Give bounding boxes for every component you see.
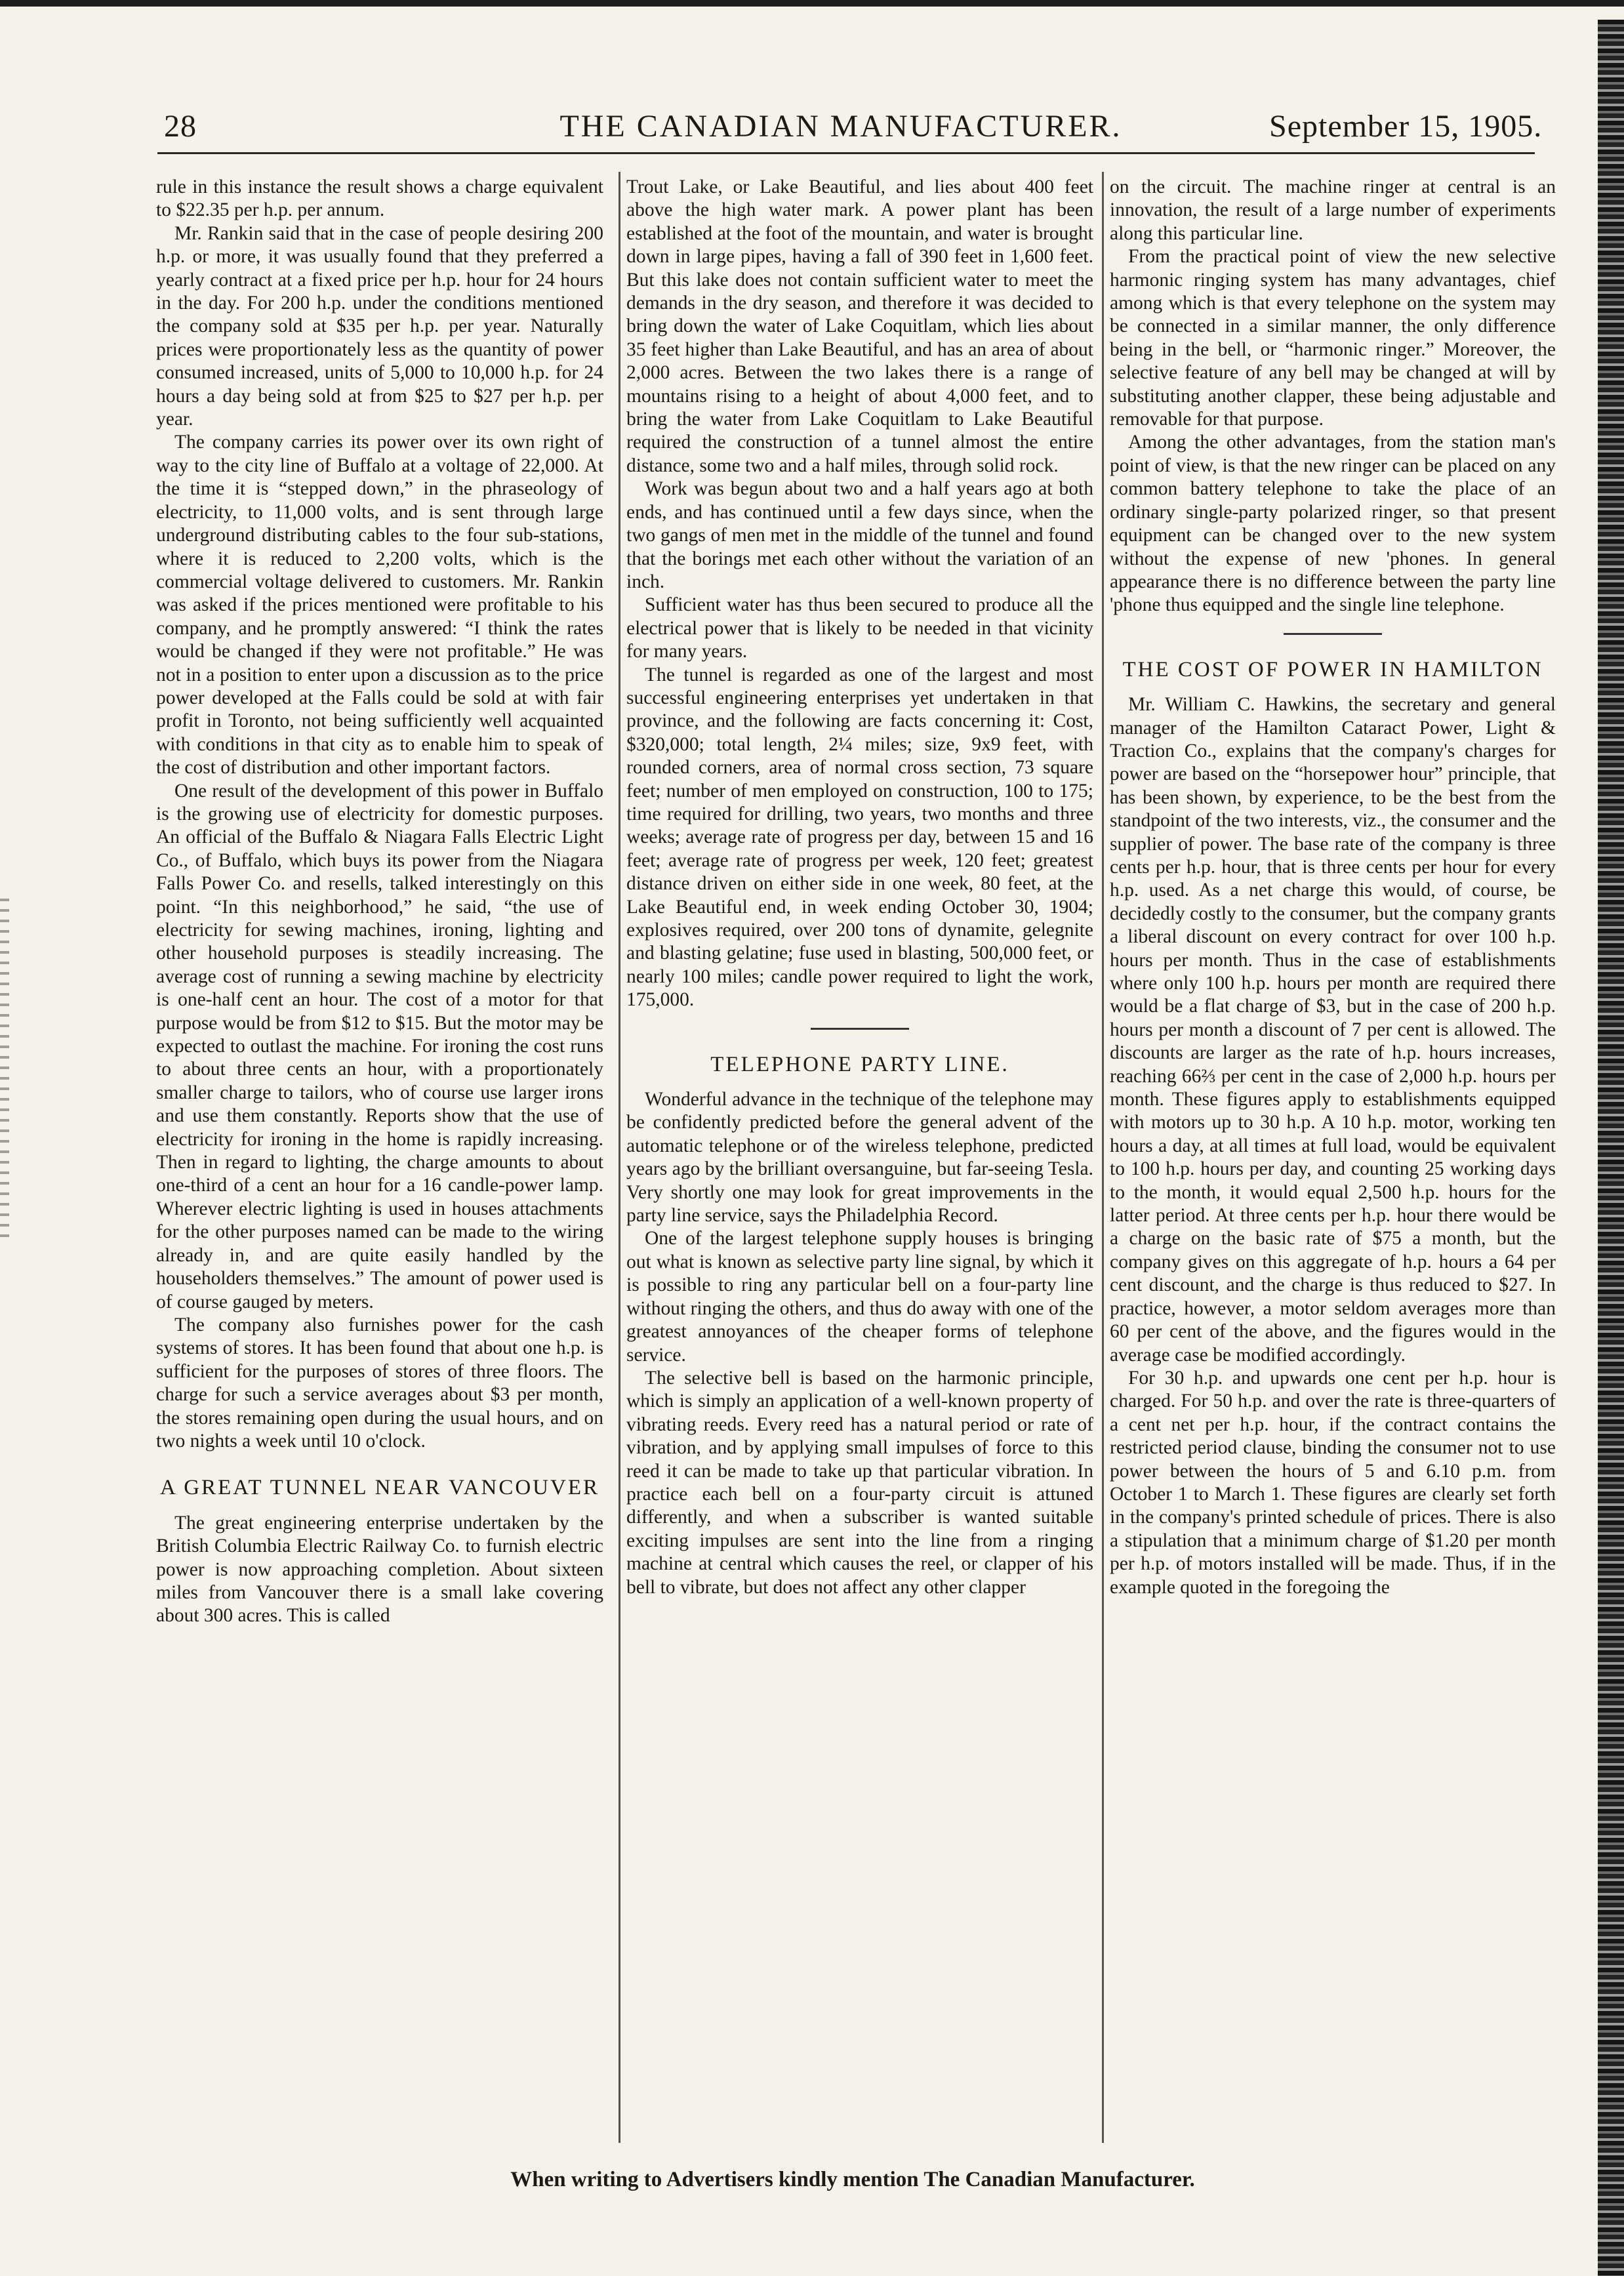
col2-paragraph: One of the largest telephone supply houses is bringing out what is known as selective party line signal, by which it is possible to ring any particular bell on a four-party line without ringing the others, and thus do away with one of the greatest annoyances of the cheaper forms of telephone service.: [626, 1228, 1093, 1366]
col2-paragraph: The tunnel is regarded as one of the largest and most successful engineering enterprises yet undertaken in that province, and the following are facts concerning it: Cost, $320,000; total length, 2¼ miles; size, 9x9 feet, with rounded corners, area of normal cross section, 73 square feet; number of men employed on construction, 100 to 175; time required for drilling, two years, two months and three weeks; average rate of progress per day, between 15 and 16 feet; average rate of progress per week, 120 feet; greatest distance driven on either side in one week, 80 feet, at the Lake Beautiful end, in week ending October 30, 1904; explosives required, over 200 tons of dynamite, gelegnite and blasting gelatine; fuse used in blasting, 500,000 feet, or nearly 100 miles; candle power required to light the work, 175,000.: [626, 664, 1093, 1011]
column-divider-1: [619, 172, 620, 2143]
column-divider-2: [1102, 172, 1104, 2143]
col3-paragraph: Among the other advantages, from the station man's point of view, is that the new ringer can be placed on any common battery telephone to take the place of an ordinary single-party polarized ringer, so that present equipment can be changed over to the new system without the expense of new 'phones. In general appearance there is no difference between the party line 'phone thus equipped and the single line telephone.: [1110, 432, 1556, 616]
scan-margin-marks: [0, 899, 9, 1240]
col2-paragraph: Sufficient water has thus been secured to produce all the electrical power that is likely to be needed in that vicinity for many years.: [626, 594, 1093, 662]
column-3: [1110, 176, 1556, 2150]
page-number: 28: [164, 109, 197, 144]
col1-paragraph: rule in this instance the result shows a charge equivalent to $22.35 per h.p. per annum.: [156, 176, 603, 221]
column-2: [626, 176, 1093, 2150]
column-1: [156, 176, 603, 2150]
issue-date: September 15, 1905.: [1269, 109, 1543, 144]
article-heading-tunnel: A GREAT TUNNEL NEAR VANCOUVER: [159, 1476, 600, 1500]
col3-paragraph: Mr. William C. Hawkins, the secretary and general manager of the Hamilton Cataract Power, Light & Traction Co., explains that the company's charges for power are based on the “horsepower hour” principle, that has been shown, by experience, to be the best from the standpoint of the two interests, viz., the consumer and the supplier of power. The base rate of the company is three cents per h.p. hour, that is three cents per hour for every h.p. used. As a net charge this would, of course, be decidedly costly to the consumer, but the company grants a liberal discount on every contract for over 100 h.p. hours per month. Thus in the case of establishments where only 100 h.p. hours per month are required there would be a flat charge of $3, but in the case of 200 h.p. hours per month a discount of 7 per cent is allowed. The discounts are larger as the rate of h.p. hours increases, reaching 66⅔ per cent in the case of 2,000 h.p. hours per month. These figures apply to establishments equipped with motors up to 30 h.p. A 10 h.p. motor, working ten hours a day, at all times at full load, would be equivalent to 100 h.p. hours per day, and counting 25 working days to the month, it would equal 2,500 h.p. hours for the latter period. At three cents per h.p. hour there would be a charge on the basic rate of $75 a month, but the company gives on this aggregate of h.p. hours a 64 per cent discount, and the charge is thus reduced to $27. In practice, however, a motor seldom averages more than 60 per cent of the above, and the figures would in the average case be modified accordingly.: [1110, 694, 1556, 1366]
col1-paragraph: The company carries its power over its own right of way to the city line of Buffalo at a voltage of 22,000. At the time it is “stepped down,” in the phraseology of electricity, to 11,000 volts, and is sent through large underground distributing cables to the four sub-stations, where it is reduced to 2,200 volts, which is the commercial voltage delivered to customers. Mr. Rankin was asked if the prices mentioned were profitable to his company, and he promptly answered: “I think the rates would be changed if they were not profitable.” He was not in a position to enter upon a discussion as to the price power developed at the Falls could be sold at with fair profit in Toronto, not being sufficiently well acquainted with conditions in that city as to enable him to speak of the cost of distribution and other important factors.: [156, 432, 603, 779]
masthead-title: THE CANADIAN MANUFACTURER.: [559, 109, 1122, 144]
col2-paragraph: Work was begun about two and a half years ago at both ends, and has continued until a few days since, when the two gangs of men met in the middle of the tunnel and found that the borings met each other without the variation of an inch.: [626, 478, 1093, 592]
col2-paragraph: Wonderful advance in the technique of the telephone may be confidently predicted before the general advent of the automatic telephone or of the wireless telephone, predicted years ago by the brilliant oversanguine, but far-seeing Tesla. Very shortly one may look for great improvements in the party line service, says the Philadelphia Record.: [626, 1089, 1093, 1227]
col3-paragraph: From the practical point of view the new selective harmonic ringing system has many advantages, chief among which is that every telephone on the system may be connected in a similar manner, the only difference being in the bell, or “harmonic ringer.” Moreover, the selective feature of any bell may be changed at will by substituting another clapper, these being adjustable and removable for that purpose.: [1110, 246, 1556, 430]
col1-paragraph: The great engineering enterprise undertaken by the British Columbia Electric Railway Co. to furnish electric power is now approaching completion. About sixteen miles from Vancouver there is a small lake covering about 300 acres. This is called: [156, 1512, 603, 1627]
scan-binding-edge: [1598, 20, 1624, 2276]
col3-paragraph: For 30 h.p. and upwards one cent per h.p. hour is charged. For 50 h.p. and over the rate is three-quarters of a cent net per h.p. hour, if the contract contains the restricted period clause, binding the consumer not to use power between the hours of 5 and 6.10 p.m. from October 1 to March 1. These figures are clearly set forth in the company's printed schedule of prices. There is also a stipulation that a minimum charge of $1.20 per month per h.p. of motors installed will be made. Thus, if in the example quoted in the foregoing the: [1110, 1367, 1556, 1598]
section-separator: [1284, 633, 1382, 635]
article-heading-telephone: TELEPHONE PARTY LINE.: [710, 1052, 1009, 1076]
col1-paragraph: The company also furnishes power for the cash systems of stores. It has been found that about one h.p. is sufficient for the purposes of stores of three floors. The charge for such a service averages about $3 per month, the stores remaining open during the usual hours, and on two nights a week until 10 o'clock.: [156, 1314, 603, 1452]
col1-paragraph: Mr. Rankin said that in the case of people desiring 200 h.p. or more, it was usually found that they preferred a yearly contract at a fixed price per h.p. hour for 24 hours in the day. For 200 h.p. under the conditions mentioned the company sold at $35 per h.p. per year. Naturally prices were proportionately less as the quantity of power consumed increased, units of 5,000 to 10,000 h.p. for 24 hours a day being sold at from $25 to $27 per h.p. per year.: [156, 222, 603, 430]
section-separator: [811, 1028, 909, 1030]
top-border: [0, 0, 1624, 7]
col1-paragraph: One result of the development of this power in Buffalo is the growing use of electricity for domestic purposes. An official of the Buffalo & Niagara Falls Electric Light Co., of Buffalo, which buys its power from the Niagara Falls Power Co. and resells, talked interestingly on this point. “In this neighborhood,” he said, “the use of electricity for sewing machines, ironing, lighting and other household purposes is steadily increasing. The average cost of running a sewing machine by electricity is one-half cent an hour. The cost of a motor for that purpose would be from $12 to $15. But the motor may be expected to outlast the machine. For ironing the cost runs to about three cents an hour, with a proportionately smaller charge to tailors, who of course use larger irons and use them constantly. Reports show that the use of electricity for ironing in the home is rapidly increasing. Then in regard to lighting, the charge amounts to about one-third of a cent an hour for a 16 candle-power lamp. Wherever electric lighting is used in houses attachments for the other purposes named can be made to the wiring already in, and are quite easily handled by the householders themselves.” The amount of power used is of course gauged by meters.: [156, 780, 603, 1312]
col2-paragraph: Trout Lake, or Lake Beautiful, and lies about 400 feet above the high water mark. A power plant has been established at the foot of the mountain, and water is brought down in large pipes, having a fall of 390 feet in 1,600 feet. But this lake does not contain sufficient water to meet the demands in the dry season, and therefore it was decided to bring down the water of Lake Coquitlam, which lies about 35 feet higher than Lake Beautiful, and has an area of about 2,000 acres. Between the two lakes there is a range of mountains rising to a height of about 4,000 feet, and to bring the water from Lake Coquitlam to Lake Beautiful required the construction of a tunnel almost the entire distance, some two and a half miles, through solid rock.: [626, 176, 1093, 476]
advertiser-footer: When writing to Advertisers kindly mention The Canadian Manufacturer.: [510, 2168, 1195, 2191]
article-heading-hamilton: THE COST OF POWER IN HAMILTON: [1122, 657, 1543, 681]
header-rule: [157, 152, 1535, 154]
col3-paragraph: on the circuit. The machine ringer at central is an innovation, the result of a large number of experiments along this particular line.: [1110, 176, 1556, 244]
col2-paragraph: The selective bell is based on the harmonic principle, which is simply an application of a well-known property of vibrating reeds. Every reed has a natural period or rate of vibration, and by applying small impulses of force to this reed it can be made to take up that particular vibration. In practice each bell on a four-party circuit is attuned differently, and when a subscriber is wanted suitable exciting impulses are sent into the line from a ringing machine at central which causes the reel, or clapper of his bell to vibrate, but does not affect any other clapper: [626, 1367, 1093, 1598]
